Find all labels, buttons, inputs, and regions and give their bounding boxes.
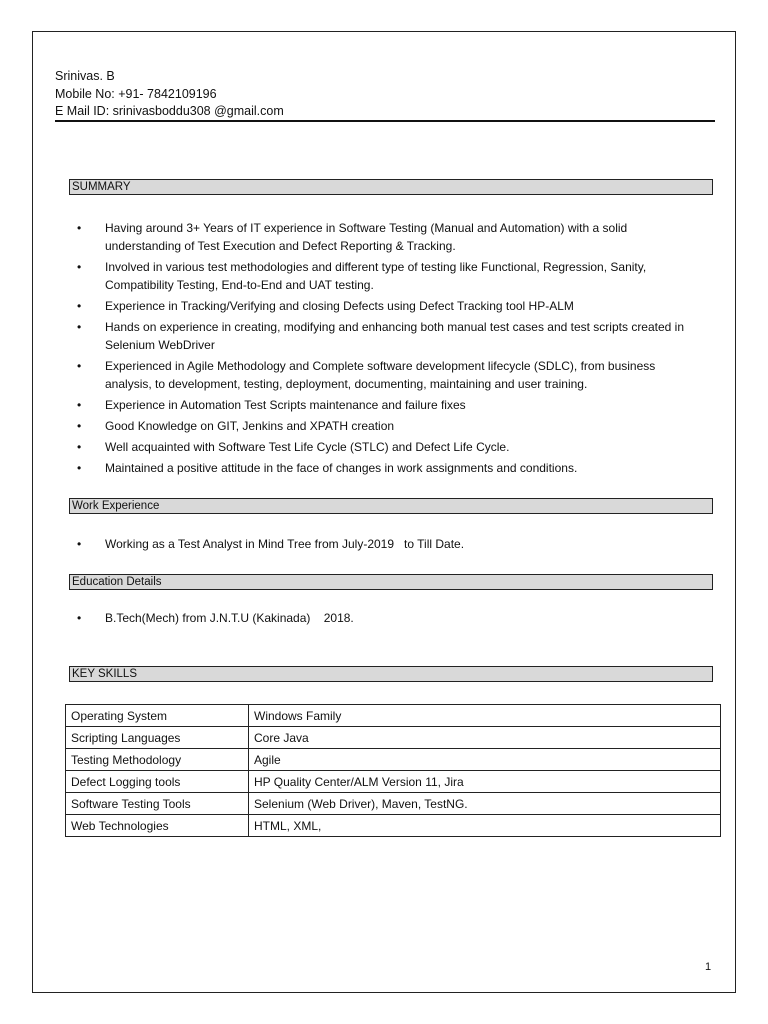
list-item	[73, 459, 693, 477]
summary-item-text: Good Knowledge on GIT, Jenkins and XPATH creation	[105, 419, 395, 433]
skill-category: Testing Methodology	[66, 749, 249, 771]
key-skills-heading: KEY SKILLS	[69, 666, 713, 682]
bullet-icon: •	[77, 398, 82, 412]
mobile-number: Mobile No: +91- 7842109196	[55, 86, 217, 101]
list-item	[73, 438, 693, 456]
bullet-icon: •	[77, 299, 82, 313]
list-item	[73, 417, 693, 435]
summary-item-text: Experience in Automation Test Scripts maintenance and failure fixes	[105, 398, 466, 412]
table-row	[66, 793, 721, 815]
bullet-icon: •	[77, 260, 82, 274]
skill-value: HTML, XML,	[249, 815, 721, 837]
list-item	[73, 297, 693, 315]
education-heading: Education Details	[69, 574, 713, 590]
bullet-icon: •	[77, 359, 82, 373]
skill-category: Defect Logging tools	[66, 771, 249, 793]
summary-list	[73, 219, 693, 480]
resume-page	[32, 31, 736, 993]
summary-item-text: Experienced in Agile Methodology and Complete software development lifecycle (SDLC), from business analysis, to development, testing, deployment, documenting, maintaining and user training.	[105, 359, 656, 391]
skill-value: Agile	[249, 749, 721, 771]
work-experience-heading: Work Experience	[69, 498, 713, 514]
summary-item-text: Hands on experience in creating, modifying and enhancing both manual test cases and test scripts created in Selenium WebDriver	[105, 320, 685, 352]
list-item	[73, 219, 693, 255]
bullet-icon: •	[77, 419, 82, 433]
work-item-text: Working as a Test Analyst in Mind Tree from July-2019 to Till Date.	[105, 537, 465, 551]
summary-item-text: Having around 3+ Years of IT experience in Software Testing (Manual and Automation) with a solid understanding of Test Execution and Defect Reporting & Tracking.	[105, 221, 628, 253]
page-number: 1	[705, 961, 712, 973]
list-item	[73, 535, 693, 553]
skill-value: Windows Family	[249, 705, 721, 727]
skill-value: Core Java	[249, 727, 721, 749]
list-item	[73, 318, 693, 354]
list-item	[73, 609, 693, 627]
bullet-icon: •	[77, 440, 82, 454]
bullet-icon: •	[77, 461, 82, 475]
skill-value: HP Quality Center/ALM Version 11, Jira	[249, 771, 721, 793]
summary-item-text: Well acquainted with Software Test Life Cycle (STLC) and Defect Life Cycle.	[105, 440, 510, 454]
table-row	[66, 749, 721, 771]
summary-item-text: Maintained a positive attitude in the face of changes in work assignments and conditions.	[105, 461, 578, 475]
contact-header	[55, 68, 284, 121]
bullet-icon: •	[77, 611, 82, 625]
education-list	[73, 609, 693, 630]
table-row	[66, 815, 721, 837]
table-row	[66, 727, 721, 749]
education-item-text: B.Tech(Mech) from J.N.T.U (Kakinada) 2018.	[105, 611, 354, 625]
skill-category: Software Testing Tools	[66, 793, 249, 815]
work-experience-list	[73, 535, 693, 556]
skill-category: Scripting Languages	[66, 727, 249, 749]
bullet-icon: •	[77, 221, 82, 235]
candidate-name: Srinivas. B	[55, 69, 115, 83]
list-item	[73, 396, 693, 414]
summary-item-text: Involved in various test methodologies and different type of testing like Functional, Regression, Sanity, Compatibility Testing, End-to-End and UAT testing.	[105, 260, 647, 292]
skill-value: Selenium (Web Driver), Maven, TestNG.	[249, 793, 721, 815]
summary-heading: SUMMARY	[69, 179, 713, 195]
table-row	[66, 705, 721, 727]
skill-category: Web Technologies	[66, 815, 249, 837]
skill-category: Operating System	[66, 705, 249, 727]
list-item	[73, 357, 693, 393]
key-skills-table	[65, 704, 721, 837]
summary-item-text: Experience in Tracking/Verifying and closing Defects using Defect Tracking tool HP-ALM	[105, 299, 574, 313]
table-row	[66, 771, 721, 793]
bullet-icon: •	[77, 320, 82, 334]
list-item	[73, 258, 693, 294]
bullet-icon: •	[77, 537, 82, 551]
email-address: E Mail ID: srinivasboddu308 @gmail.com	[55, 104, 284, 118]
header-divider	[55, 120, 715, 122]
